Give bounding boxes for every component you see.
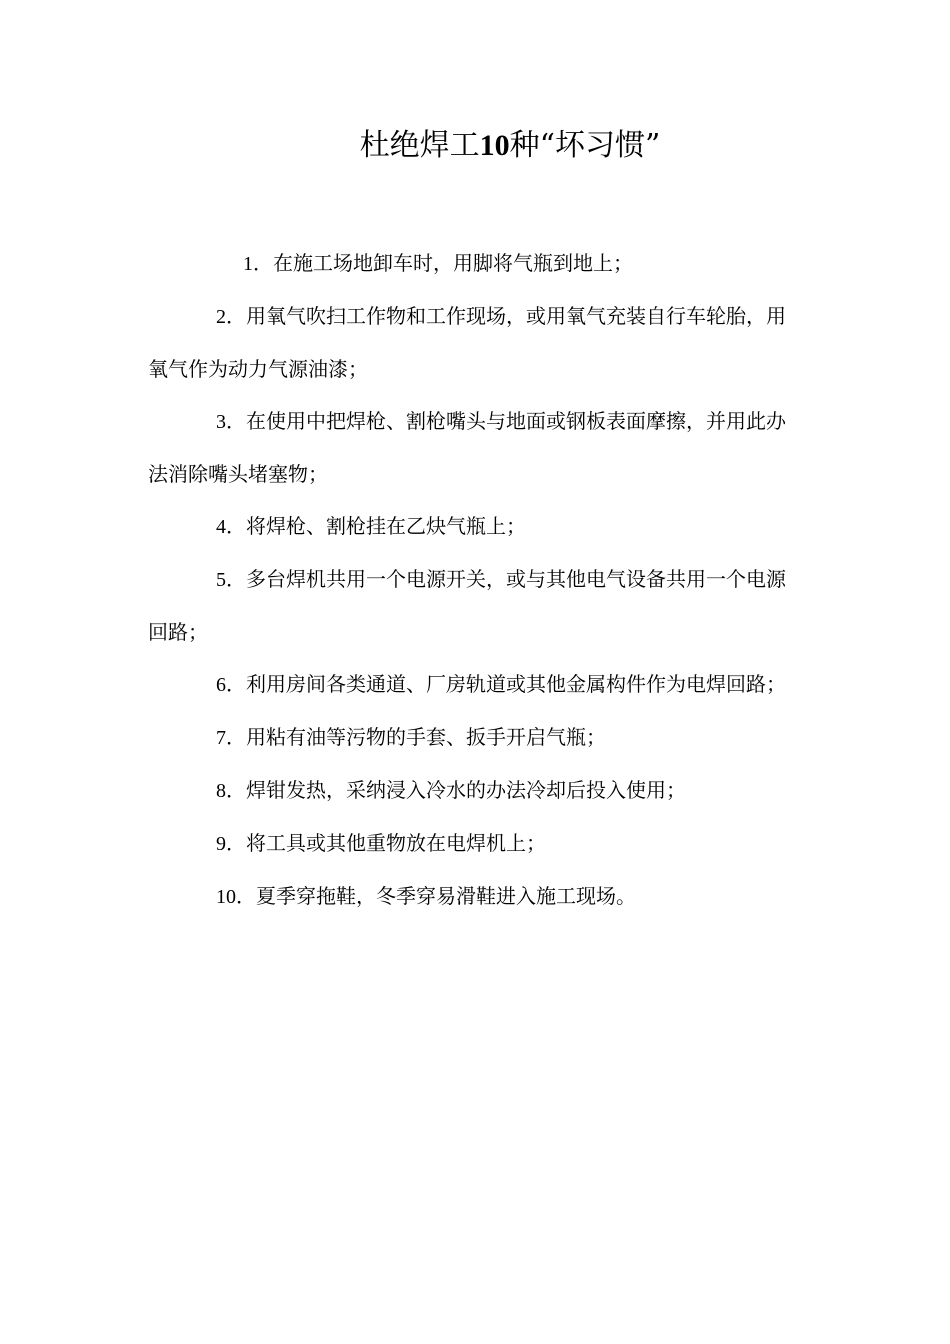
item-text: 用粘有油等污物的手套、扳手开启气瓶； (246, 725, 606, 749)
item-text: 在使用中把焊枪、割枪嘴头与地面或钢板表面摩擦，并用此办法消除嘴头堵塞物； (148, 409, 786, 486)
item-number: 10． (216, 886, 256, 908)
title-prefix: 杜绝焊工 (359, 128, 480, 163)
item-text: 将工具或其他重物放在电焊机上； (246, 831, 546, 855)
item-text: 用氧气吹扫工作物和工作现场，或用氧气充装自行车轮胎，用氧气作为动力气源油漆； (148, 304, 786, 381)
item-number: 6． (216, 674, 246, 696)
title-suffix: 种“坏习惯” (509, 128, 661, 163)
document-title (0, 124, 950, 168)
item-text: 在施工场地卸车时，用脚将气瓶到地上； (273, 251, 633, 275)
item-number: 1． (243, 253, 273, 275)
item-number: 4． (216, 516, 246, 538)
list-item (148, 870, 786, 923)
item-number: 7． (216, 727, 246, 749)
list-item (148, 500, 786, 553)
list-item (148, 553, 786, 658)
document-body (148, 237, 786, 923)
item-number: 9． (216, 833, 246, 855)
item-number: 5． (216, 569, 246, 591)
list-item (148, 658, 786, 711)
list-item (148, 764, 786, 817)
list-item (148, 711, 786, 764)
list-item (148, 395, 786, 500)
item-text: 夏季穿拖鞋，冬季穿易滑鞋进入施工现场。 (256, 884, 636, 908)
list-item (148, 290, 786, 395)
item-text: 将焊枪、割枪挂在乙炔气瓶上； (246, 514, 526, 538)
item-text: 多台焊机共用一个电源开关，或与其他电气设备共用一个电源回路； (148, 567, 786, 644)
list-item (148, 237, 786, 290)
item-text: 焊钳发热，采纳浸入冷水的办法冷却后投入使用； (246, 778, 686, 802)
list-item (148, 817, 786, 870)
item-text: 利用房间各类通道、厂房轨道或其他金属构件作为电焊回路； (246, 672, 786, 696)
title-number: 10 (479, 129, 510, 162)
item-number: 3． (216, 411, 246, 433)
item-number: 2． (216, 306, 246, 328)
item-number: 8． (216, 780, 246, 802)
